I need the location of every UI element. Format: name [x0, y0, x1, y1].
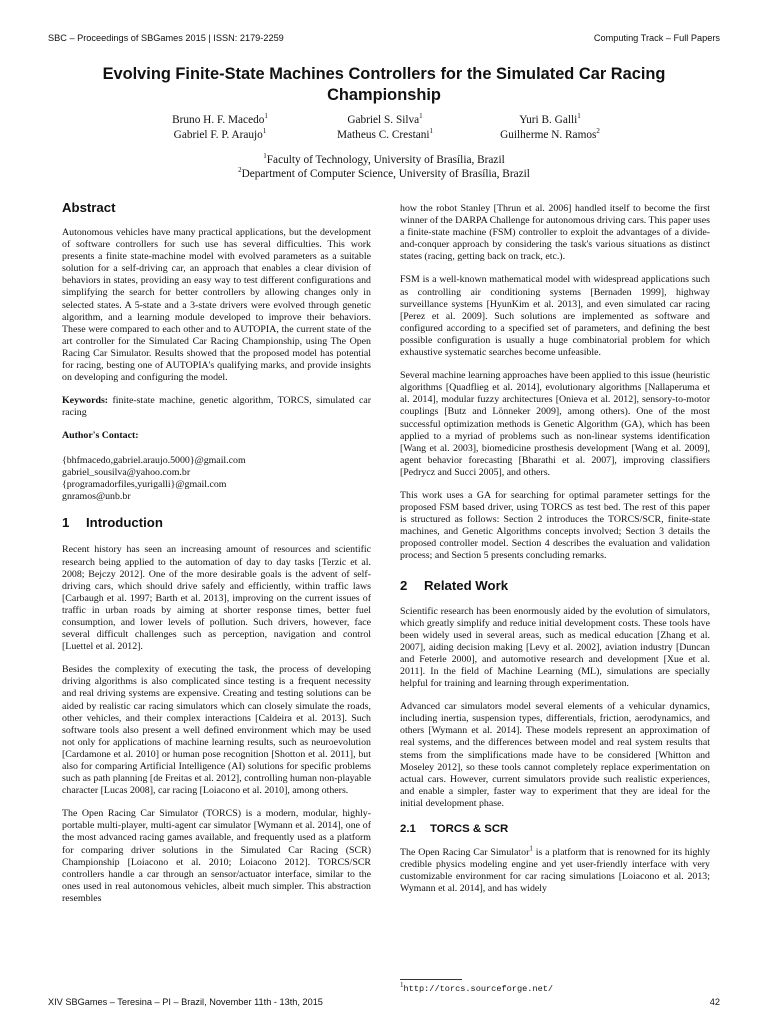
keywords: Keywords: finite-state machine, genetic algorithm, TORCS, simulated car racing: [62, 395, 371, 419]
affiliation-1: $^1$Faculty of Technology, University of Brasília, Brazil: [263, 152, 505, 166]
email-line: {bhfmacedo,gabriel.araujo.5000}@gmail.com: [62, 455, 246, 467]
related-work-heading: 2 Related Work: [400, 577, 509, 593]
email-line: {programadorfiles,yurigalli}@gmail.com: [62, 479, 227, 491]
footnote-marker: 1: [529, 844, 533, 853]
author-emails: [62, 455, 371, 503]
abstract-text: Autonomous vehicles have many practical applications, but the development of software controllers for such use has several difficulties. This work presents a finite state-machine model with evolved parameters as a suitable solution for a self-driving car, an approach that enables a clear division of behaviors in states, providing an easy way to test different configurations and simplifying the search for better controllers by allowing changes only in selected states. A 5-state and a 3-state drivers were evolved through genetic algorithm, and a learning module developed to improve their behaviors. These were compared to each other and to AUTOPIA, the current state of the art controller for the Simulated Car Racing Championship, using The Open Racing Car Simulator. Results showed that the proposed model has potential for racing, besting one of AUTOPIA's qualifying marks, and provide insights on developing and configuring the model.: [62, 227, 371, 384]
related-paragraph-1: Scientific research has been enormously aided by the evolution of simulators, which greatly simplify and reduce initial development costs. These tools have been widely used in several areas, such as medical education [Zhang et al. 2007], aiding decision making [Levy et al. 2002], aviation industry [Duncan and Feterle 2000], and automotive research and development [Xue et al. 2011]. In the field of Machine Learning (ML), simulations are specially helpful for training and learning through experimentation.: [400, 605, 710, 690]
left-column: [62, 200, 371, 905]
right-paragraph-4: This work uses a GA for searching for optimal parameter settings for the proposed FSM based driver, using TORCS as test bed. The rest of this paper is structured as follows: Section 2 introduces the TORCS/SCR, finite-state machines, and Genetic Algorithms concepts involved; Section 3 details the proposed controller model. Section 4 describes the evaluation and validation process; and Section 5 presents concluding remarks.: [400, 489, 710, 562]
footnote: $^1$http://torcs.sourceforge.net/: [400, 981, 554, 994]
author: Matheus C. Crestani$^1$: [336, 126, 434, 141]
affiliations: [48, 153, 720, 181]
author: Gabriel F. P. Araujo$^1$: [173, 126, 267, 141]
page-number: 42: [709, 997, 720, 1007]
torcs-scr-heading: 2.1 TORCS & SCR: [400, 823, 509, 836]
torcs-paragraph-1: The Open Racing Car Simulator$^1$ is a platform that is renowned for its highly credible physics modeling engine and yet user-friendly interface with very customizable environment for car racing simulations [Loiacono et al. 2013; Wymann et al. 2014], and has widely: [400, 844, 711, 895]
footer-left: XIV SBGames – Teresina – PI – Brazil, November 11th - 13th, 2015: [48, 997, 323, 1007]
header-right: Computing Track – Full Papers: [593, 33, 720, 43]
author-column-1: [150, 113, 290, 142]
intro-paragraph-3: The Open Racing Car Simulator (TORCS) is a modern, modular, highly-portable multi-player, multi-agent car simulator [Wymann et al. 2014], one of the most advanced racing games available, and frequently used as a platform for comparing driver solutions in the Simulated Car Racing (SCR) Championship [Loiacono et al. 2010; Loiacono 2012]. TORCS/SCR controllers handle a car through an sensor/actuator interface, similar to the ones used in real autonomous vehicles, albeit much simpler. This abstraction resembles: [62, 808, 371, 904]
related-paragraph-2: Advanced car simulators model several elements of a vehicular dynamics, including inertia, suspension types, differentials, friction, aerodynamics, and others [Wymann et al. 2014]. These models represent an approximation of real systems, and the differences between model and real system results that stems from the simplifications made have to be considered [Whitton and Moseley 2012], so these tools cannot completely replace experimentation on actual cars. However, current simulators provide such realistic experiences, and enable a simpler, faster way to experiment that they are ideal for the initial development phase.: [400, 701, 710, 809]
intro-paragraph-2: Besides the complexity of executing the task, the process of developing driving algorithms is also complicated since testing is a frequent necessity and real driving systems are expensive. Creating and testing solutions can be aided by realistic car racing simulators which can closely simulate the roads, other vehicles, and their complex interactions [Caldeira et al. 2013]. Such software tools also present a well defined environment which may be used not only for applications of machine learning results, such as neuroevolution [Cardamone et al. 2010] or human pose recognition [Shotton et al. 2011], but also for comparing Artificial Intelligence (AI) solutions for specific problems such as path planning [de Freitas et al. 2012], controlling human non-playable character [Lucas 2008], car racing [Loiacono et al. 2010], among others.: [62, 664, 371, 797]
right-column: [400, 203, 710, 895]
abstract-heading: Abstract: [62, 200, 116, 215]
right-paragraph-2: FSM is a well-known mathematical model with widespread applications such as controlling air conditioning systems [Bernaden 1999], highway surveillance systems [HyunKim et al. 2013], and even simulated car racing [Perez et al. 2009]. Such solutions are implemented as software and configured according to a specified set of parameters, and defining the best possible configuration is usually a huge combinatorial problem for which exhaustive systematic searches become unfeasible.: [400, 274, 710, 359]
right-paragraph-1: how the robot Stanley [Thrun et al. 2006] handled itself to become the first winner of the DARPA Challenge for autonomous driving cars. This paper uses a finite-state machine (FSM) controller to exploit the advantages of a divide-and-conquer approach by considering the task's various situations as distinct states (racing, getting back on track, etc.).: [400, 203, 710, 263]
running-footer: [48, 997, 720, 1007]
author: Guilherme N. Ramos$^2$: [500, 126, 600, 141]
introduction-heading: 1 Introduction: [62, 515, 163, 531]
author: Yuri B. Galli$^1$: [519, 112, 581, 126]
header-left: SBC – Proceedings of SBGames 2015 | ISSN: 2179-2259: [48, 33, 284, 43]
author-column-2: [315, 113, 455, 142]
right-paragraph-3: Several machine learning approaches have been applied to this issue (heuristic algorithms [Quadflieg et al. 2014], evolutionary algorithms [Nallaperuma et al. 2014], modular fuzzy architectures [Onieva et al. 2012], sensory-to-motor couplings [Butz and Lönneker 2009], among others). One of the most successful optimization methods is Genetic Algorithm (GA), which has been applied to a myriad of problems such as non-linear systems identification [Wang et al. 2003], biomedicine prosthesis development [Wang et al. 2009], agent behavior forecasting [Bharathi et al. 2007], improving classifiers [Pedrycz and Succi 2005], and others.: [400, 370, 710, 478]
footnote-rule: [400, 979, 462, 980]
author: Bruno H. F. Macedo$^1$: [172, 112, 268, 126]
paper-title: Evolving Finite-State Machines Controllers for the Simulated Car Racing Championship: [102, 65, 666, 104]
email-line: gnramos@unb.br: [62, 491, 131, 503]
author-contact-label: Author's Contact:: [62, 430, 139, 442]
intro-paragraph-1: Recent history has seen an increasing amount of resources and scientific research being applied to the automation of day to day tasks [Terzic et al. 2008; Bejczy 2012]. One of the more desirable goals is the advent of self-driving cars, which should drive safely and efficiently, within traffic laws [Carbaugh et al. 1997; Barth et al. 2013], improving on the current issues of traffic in urban roads by aiming at shorter response times, better fuel consumption, and lower levels of pollution. Such drivers, however, face several difficult challenges such as perception, navigation and control [Luettel et al. 2012].: [62, 544, 371, 653]
author: Gabriel S. Silva$^1$: [347, 112, 423, 126]
email-line: gabriel_sousilva@yahoo.com.br: [62, 467, 191, 479]
affiliation-2: $^2$Department of Computer Science, University of Brasília, Brazil: [238, 166, 530, 180]
running-header: [48, 33, 720, 43]
author-column-3: [480, 113, 620, 142]
footnote-url-link[interactable]: http://torcs.sourceforge.net/: [403, 984, 554, 994]
